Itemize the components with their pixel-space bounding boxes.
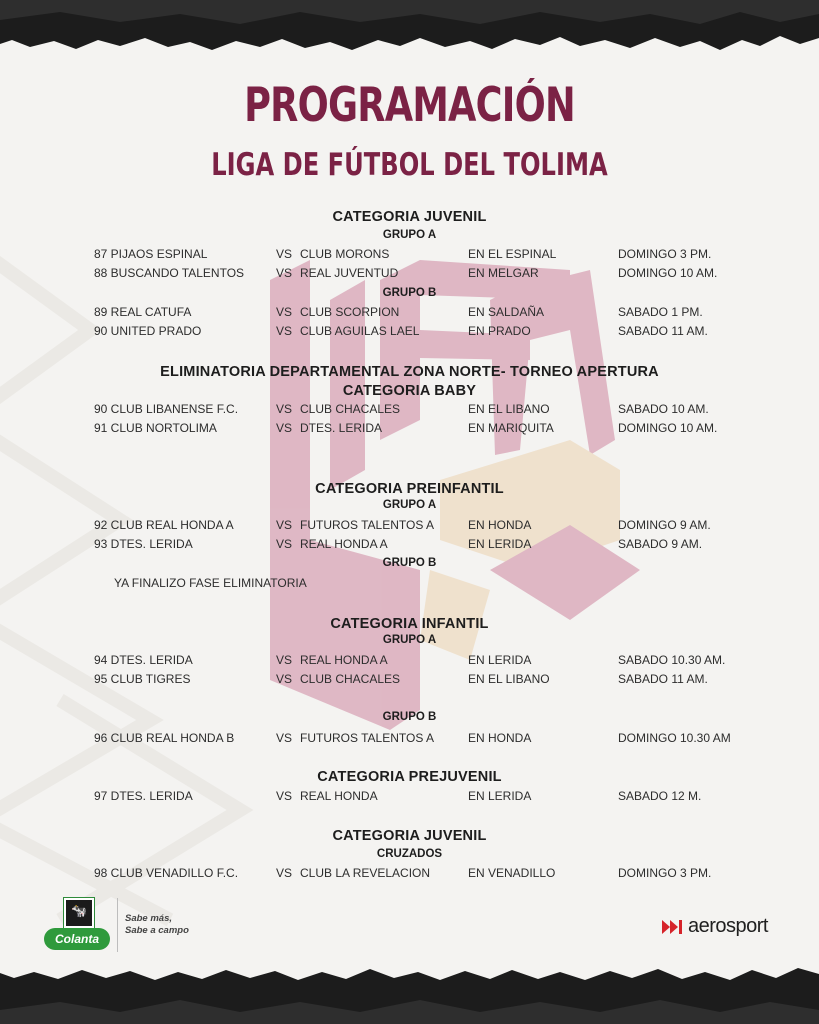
vs-label: VS: [276, 518, 293, 532]
category-title: CATEGORIA BABY: [342, 383, 477, 399]
vs-label: VS: [276, 789, 293, 803]
match-row: [0, 731, 819, 747]
sponsor-slogan: [125, 913, 189, 937]
match-row: [0, 518, 819, 534]
home-team: 91 CLUB NORTOLIMA: [94, 421, 217, 435]
match-time: DOMINGO 9 AM.: [618, 518, 711, 532]
venue: EN HONDA: [468, 518, 532, 532]
match-time: DOMINGO 10 AM.: [618, 421, 718, 435]
home-team: 92 CLUB REAL HONDA A: [94, 518, 234, 532]
aerosport-sponsor: [662, 913, 792, 941]
match-row: [0, 402, 819, 418]
aerosport-logo: aerosport: [688, 915, 768, 937]
venue: EN MELGAR: [468, 266, 539, 280]
vs-label: VS: [276, 731, 293, 745]
away-team: CLUB SCORPION: [300, 305, 400, 319]
category-title: CATEGORIA JUVENIL: [332, 828, 487, 844]
category-title: CATEGORIA PREINFANTIL: [315, 481, 504, 497]
vs-label: VS: [276, 653, 293, 667]
home-team: 97 DTES. LERIDA: [94, 789, 193, 803]
home-team: 90 UNITED PRADO: [94, 324, 202, 338]
match-time: DOMINGO 3 PM.: [618, 866, 712, 880]
category-title: CATEGORIA INFANTIL: [330, 616, 489, 632]
group-title: GRUPO A: [382, 499, 437, 511]
away-team: REAL HONDA: [300, 789, 378, 803]
match-time: SABADO 10.30 AM.: [618, 653, 726, 667]
venue: EN EL LIBANO: [468, 672, 550, 686]
fast-forward-icon: [662, 919, 688, 935]
category-title: CATEGORIA PREJUVENIL: [317, 769, 502, 785]
venue: EN VENADILLO: [468, 866, 556, 880]
vs-label: VS: [276, 266, 293, 280]
colanta-sponsor: [44, 898, 204, 954]
sponsor-divider: [117, 898, 118, 952]
page-title: PROGRAMACIÓN: [244, 78, 575, 133]
cow-icon: 🐄: [64, 898, 94, 928]
match-row: [0, 247, 819, 263]
vs-label: VS: [276, 402, 293, 416]
away-team: CLUB LA REVELACION: [300, 866, 431, 880]
match-time: SABADO 10 AM.: [618, 402, 709, 416]
group-title: GRUPO B: [382, 711, 437, 723]
page-subtitle: LIGA DE FÚTBOL DEL TOLIMA: [211, 147, 608, 183]
away-team: FUTUROS TALENTOS A: [300, 731, 435, 745]
tournament-title: ELIMINATORIA DEPARTAMENTAL ZONA NORTE- TORNEO APERTURA: [160, 364, 659, 380]
away-team: CLUB CHACALES: [300, 402, 401, 416]
match-row: [0, 789, 819, 805]
group-title: CRUZADOS: [376, 848, 443, 860]
away-team: CLUB CHACALES: [300, 672, 401, 686]
match-time: SABADO 11 AM.: [618, 324, 708, 338]
slogan-line-2: Sabe a campo: [125, 925, 189, 936]
away-team: REAL HONDA A: [300, 653, 388, 667]
status-note: YA FINALIZO FASE ELIMINATORIA: [114, 576, 307, 590]
match-time: SABADO 11 AM.: [618, 672, 708, 686]
home-team: 95 CLUB TIGRES: [94, 672, 191, 686]
vs-label: VS: [276, 247, 293, 261]
venue: EN EL ESPINAL: [468, 247, 557, 261]
venue: EN MARIQUITA: [468, 421, 554, 435]
group-title: GRUPO B: [382, 557, 437, 569]
group-title: GRUPO A: [382, 634, 437, 646]
colanta-logo: Colanta: [44, 928, 110, 950]
away-team: REAL HONDA A: [300, 537, 388, 551]
away-team: DTES. LERIDA: [300, 421, 383, 435]
match-row: [0, 266, 819, 282]
venue: EN HONDA: [468, 731, 532, 745]
vs-label: VS: [276, 866, 293, 880]
match-time: SABADO 9 AM.: [618, 537, 703, 551]
vs-label: VS: [276, 672, 293, 686]
home-team: 98 CLUB VENADILLO F.C.: [94, 866, 239, 880]
home-team: 94 DTES. LERIDA: [94, 653, 193, 667]
venue: EN PRADO: [468, 324, 531, 338]
match-row: [0, 537, 819, 553]
match-row: [0, 866, 819, 882]
venue: EN LERIDA: [468, 537, 532, 551]
vs-label: VS: [276, 421, 293, 435]
home-team: 93 DTES. LERIDA: [94, 537, 193, 551]
match-row: [0, 324, 819, 340]
match-row: [0, 305, 819, 321]
match-row: [0, 653, 819, 669]
group-title: GRUPO B: [382, 287, 437, 299]
match-time: DOMINGO 10.30 AM: [618, 731, 731, 745]
venue: EN LERIDA: [468, 653, 532, 667]
match-row: [0, 421, 819, 437]
match-time: DOMINGO 3 PM.: [618, 247, 712, 261]
home-team: 89 REAL CATUFA: [94, 305, 192, 319]
category-title: CATEGORIA JUVENIL: [332, 209, 487, 225]
venue: EN LERIDA: [468, 789, 532, 803]
home-team: 90 CLUB LIBANENSE F.C.: [94, 402, 239, 416]
home-team: 88 BUSCANDO TALENTOS: [94, 266, 245, 280]
venue: EN EL LIBANO: [468, 402, 550, 416]
vs-label: VS: [276, 305, 293, 319]
home-team: 87 PIJAOS ESPINAL: [94, 247, 208, 261]
torn-paper-top: [0, 0, 819, 70]
slogan-line-1: Sabe más,: [125, 913, 172, 924]
away-team: REAL JUVENTUD: [300, 266, 399, 280]
vs-label: VS: [276, 537, 293, 551]
away-team: CLUB MORONS: [300, 247, 390, 261]
match-time: DOMINGO 10 AM.: [618, 266, 718, 280]
away-team: FUTUROS TALENTOS A: [300, 518, 435, 532]
venue: EN SALDAÑA: [468, 305, 545, 319]
away-team: CLUB AGUILAS LAEL: [300, 324, 420, 338]
match-time: SABADO 1 PM.: [618, 305, 703, 319]
match-row: [0, 672, 819, 688]
torn-paper-bottom: [0, 952, 819, 1024]
vs-label: VS: [276, 324, 293, 338]
group-title: GRUPO A: [382, 229, 437, 241]
home-team: 96 CLUB REAL HONDA B: [94, 731, 235, 745]
match-time: SABADO 12 M.: [618, 789, 702, 803]
